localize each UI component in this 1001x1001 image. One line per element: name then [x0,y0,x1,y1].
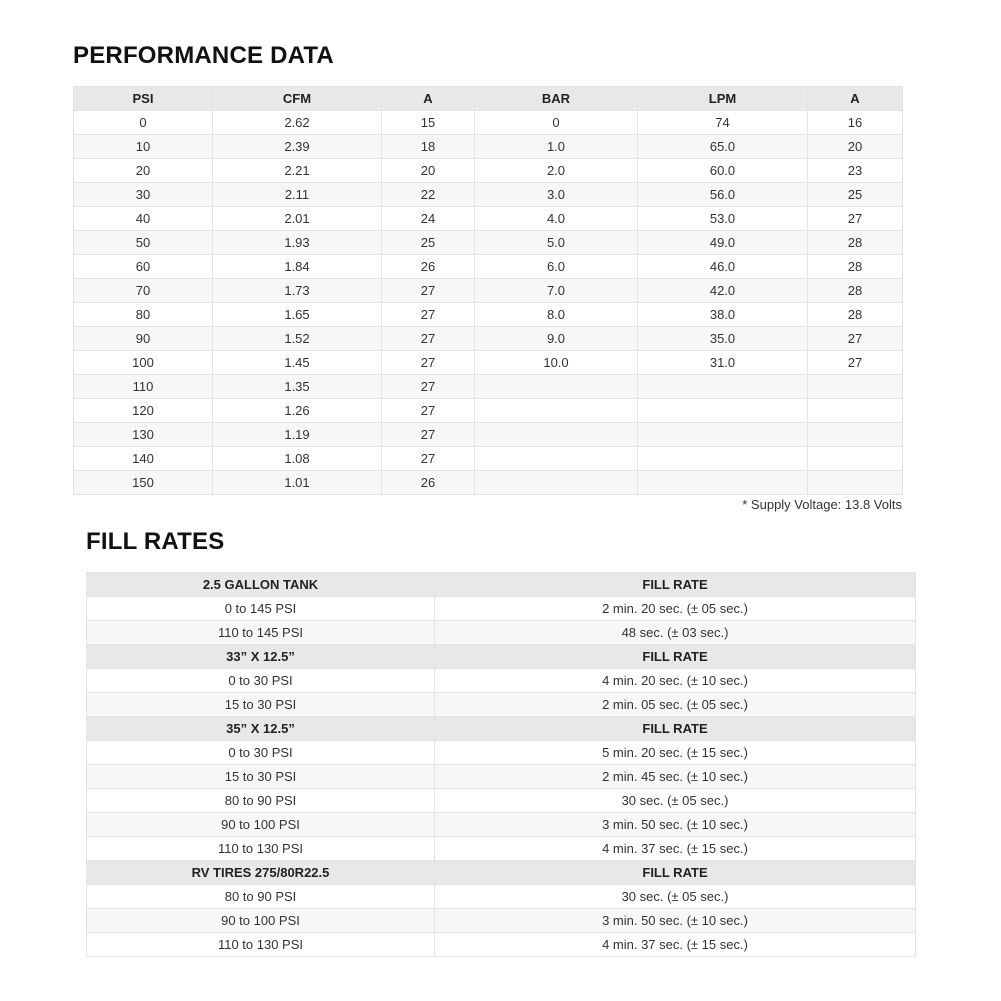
fill-pressure-range: 90 to 100 PSI [87,813,435,837]
performance-cell: 27 [808,351,903,375]
performance-row [74,183,903,207]
performance-cell: 25 [808,183,903,207]
fill-row [87,933,916,957]
fill-rate-value: 3 min. 50 sec. (± 10 sec.) [435,909,916,933]
performance-cell [638,423,808,447]
fill-rate-value: 4 min. 37 sec. (± 15 sec.) [435,933,916,957]
performance-cell: 16 [808,111,903,135]
performance-cell: 4.0 [475,207,638,231]
performance-row [74,471,903,495]
fill-pressure-range: 80 to 90 PSI [87,789,435,813]
performance-cell: 8.0 [475,303,638,327]
fill-group-header-row [87,717,916,741]
fill-rate-value: 30 sec. (± 05 sec.) [435,789,916,813]
performance-cell: 1.01 [213,471,382,495]
fill-pressure-range: 0 to 145 PSI [87,597,435,621]
fill-row [87,621,916,645]
fill-rate-header: FILL RATE [435,573,916,597]
header-amps: A [382,87,475,111]
performance-cell: 20 [74,159,213,183]
performance-cell: 1.93 [213,231,382,255]
performance-cell [475,447,638,471]
fill-group-name: 2.5 GALLON TANK [87,573,435,597]
fill-pressure-range: 110 to 145 PSI [87,621,435,645]
fill-rate-value: 2 min. 45 sec. (± 10 sec.) [435,765,916,789]
performance-cell: 56.0 [638,183,808,207]
performance-cell: 28 [808,279,903,303]
performance-cell [475,471,638,495]
performance-cell: 60 [74,255,213,279]
performance-cell: 110 [74,375,213,399]
performance-cell: 130 [74,423,213,447]
fill-pressure-range: 80 to 90 PSI [87,885,435,909]
performance-cell: 2.0 [475,159,638,183]
performance-cell: 140 [74,447,213,471]
header-bar: BAR [475,87,638,111]
performance-cell [808,399,903,423]
fill-pressure-range: 0 to 30 PSI [87,741,435,765]
fill-rate-header: FILL RATE [435,717,916,741]
performance-cell: 28 [808,303,903,327]
fill-row [87,693,916,717]
performance-row [74,279,903,303]
performance-cell: 1.26 [213,399,382,423]
performance-row [74,399,903,423]
performance-cell: 10.0 [475,351,638,375]
fill-rates-title: FILL RATES [86,528,225,555]
performance-cell: 27 [382,303,475,327]
performance-cell: 2.39 [213,135,382,159]
fill-rate-header: FILL RATE [435,645,916,669]
performance-cell: 27 [382,351,475,375]
performance-cell: 38.0 [638,303,808,327]
performance-row [74,303,903,327]
performance-cell: 1.19 [213,423,382,447]
fill-pressure-range: 15 to 30 PSI [87,765,435,789]
performance-cell: 1.52 [213,327,382,351]
performance-cell [475,375,638,399]
fill-rate-value: 30 sec. (± 05 sec.) [435,885,916,909]
header-lpm: LPM [638,87,808,111]
header-amps-metric: A [808,87,903,111]
performance-cell: 1.08 [213,447,382,471]
performance-cell: 46.0 [638,255,808,279]
fill-row [87,789,916,813]
fill-group-header-row [87,573,916,597]
performance-cell: 30 [74,183,213,207]
performance-row [74,447,903,471]
performance-cell: 28 [808,231,903,255]
performance-cell: 26 [382,255,475,279]
fill-rate-value: 4 min. 37 sec. (± 15 sec.) [435,837,916,861]
fill-row [87,597,916,621]
performance-cell: 2.11 [213,183,382,207]
performance-cell: 27 [808,207,903,231]
fill-rate-value: 4 min. 20 sec. (± 10 sec.) [435,669,916,693]
fill-rates-table [86,572,916,957]
fill-pressure-range: 110 to 130 PSI [87,837,435,861]
fill-rate-value: 3 min. 50 sec. (± 10 sec.) [435,813,916,837]
fill-group-name: RV TIRES 275/80R22.5 [87,861,435,885]
performance-cell: 60.0 [638,159,808,183]
performance-cell: 23 [808,159,903,183]
performance-cell: 27 [382,447,475,471]
performance-cell: 27 [382,375,475,399]
performance-cell: 80 [74,303,213,327]
performance-cell [475,399,638,423]
performance-cell: 20 [808,135,903,159]
fill-group-name: 35” X 12.5” [87,717,435,741]
performance-cell: 15 [382,111,475,135]
performance-row [74,375,903,399]
performance-cell: 1.45 [213,351,382,375]
performance-cell: 40 [74,207,213,231]
performance-cell: 24 [382,207,475,231]
performance-cell: 150 [74,471,213,495]
header-cfm: CFM [213,87,382,111]
fill-row [87,837,916,861]
performance-cell: 74 [638,111,808,135]
performance-cell: 49.0 [638,231,808,255]
performance-cell: 20 [382,159,475,183]
performance-cell: 1.73 [213,279,382,303]
fill-group-header-row [87,861,916,885]
fill-row [87,813,916,837]
fill-rate-value: 48 sec. (± 03 sec.) [435,621,916,645]
fill-row [87,765,916,789]
fill-pressure-range: 0 to 30 PSI [87,669,435,693]
performance-cell: 50 [74,231,213,255]
performance-cell: 26 [382,471,475,495]
fill-row [87,741,916,765]
supply-voltage-note: * Supply Voltage: 13.8 Volts [742,497,902,512]
performance-row [74,231,903,255]
performance-cell [638,399,808,423]
performance-row [74,207,903,231]
performance-cell: 65.0 [638,135,808,159]
fill-pressure-range: 110 to 130 PSI [87,933,435,957]
performance-cell [808,375,903,399]
fill-rate-value: 2 min. 05 sec. (± 05 sec.) [435,693,916,717]
performance-cell [808,471,903,495]
performance-cell: 9.0 [475,327,638,351]
performance-row [74,255,903,279]
performance-cell: 53.0 [638,207,808,231]
fill-rate-value: 5 min. 20 sec. (± 15 sec.) [435,741,916,765]
performance-cell: 27 [382,279,475,303]
performance-cell: 35.0 [638,327,808,351]
performance-row [74,159,903,183]
fill-row [87,885,916,909]
performance-cell: 2.01 [213,207,382,231]
performance-cell: 1.84 [213,255,382,279]
fill-group-header-row [87,645,916,669]
performance-cell: 0 [74,111,213,135]
performance-cell: 42.0 [638,279,808,303]
performance-cell: 27 [808,327,903,351]
performance-cell: 2.62 [213,111,382,135]
performance-row [74,327,903,351]
performance-cell: 1.35 [213,375,382,399]
performance-cell: 27 [382,399,475,423]
performance-cell: 5.0 [475,231,638,255]
fill-pressure-range: 90 to 100 PSI [87,909,435,933]
performance-cell: 28 [808,255,903,279]
performance-row [74,423,903,447]
performance-cell: 3.0 [475,183,638,207]
performance-cell: 1.0 [475,135,638,159]
performance-data-title: PERFORMANCE DATA [73,42,334,69]
performance-row [74,351,903,375]
performance-cell: 1.65 [213,303,382,327]
performance-cell: 90 [74,327,213,351]
performance-cell: 27 [382,327,475,351]
performance-cell: 10 [74,135,213,159]
performance-cell [808,423,903,447]
fill-row [87,909,916,933]
performance-cell [475,423,638,447]
performance-cell: 31.0 [638,351,808,375]
header-psi: PSI [74,87,213,111]
performance-cell: 18 [382,135,475,159]
performance-row [74,111,903,135]
fill-group-name: 33” X 12.5” [87,645,435,669]
fill-pressure-range: 15 to 30 PSI [87,693,435,717]
performance-cell: 100 [74,351,213,375]
performance-cell: 22 [382,183,475,207]
performance-cell [638,375,808,399]
fill-rate-header: FILL RATE [435,861,916,885]
performance-cell: 0 [475,111,638,135]
performance-cell: 120 [74,399,213,423]
fill-rate-value: 2 min. 20 sec. (± 05 sec.) [435,597,916,621]
performance-cell: 2.21 [213,159,382,183]
performance-cell [638,471,808,495]
performance-cell: 27 [382,423,475,447]
performance-cell [638,447,808,471]
performance-row [74,135,903,159]
performance-table [73,86,903,495]
performance-cell: 6.0 [475,255,638,279]
performance-header-row [74,87,903,111]
performance-cell: 70 [74,279,213,303]
performance-cell: 7.0 [475,279,638,303]
performance-cell [808,447,903,471]
performance-cell: 25 [382,231,475,255]
fill-row [87,669,916,693]
